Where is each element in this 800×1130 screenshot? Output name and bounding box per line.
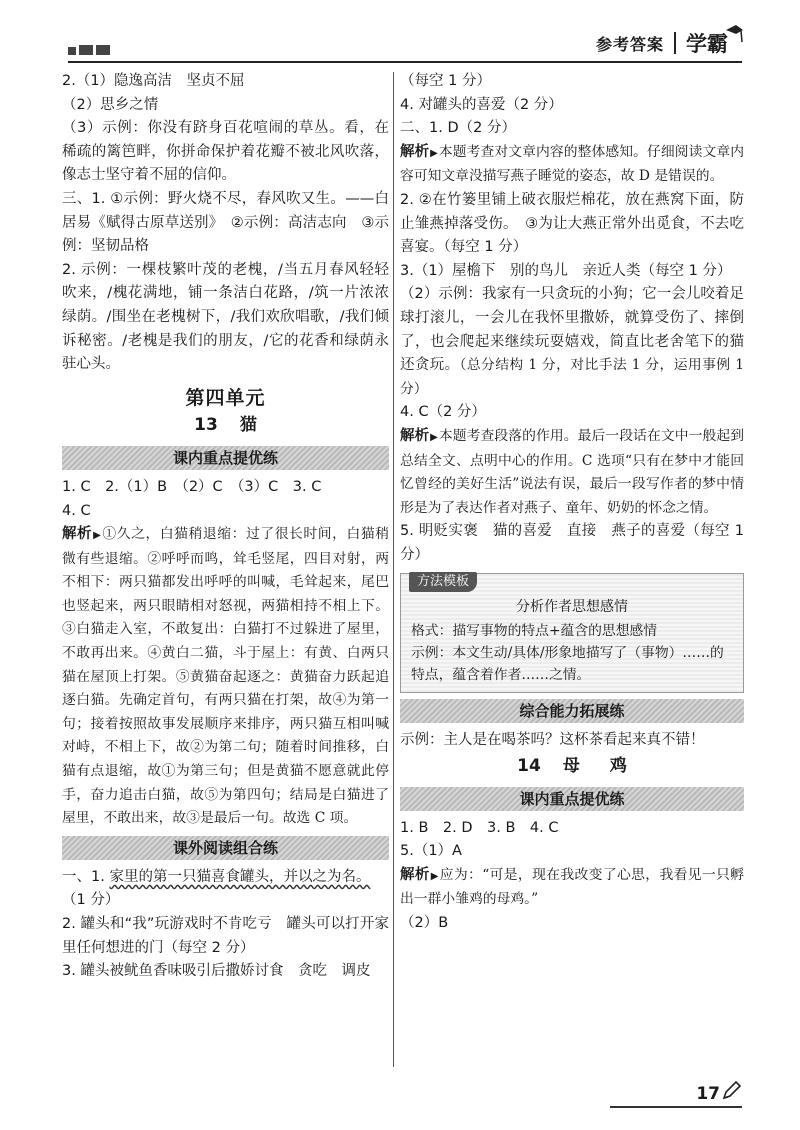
graduation-cap-icon	[724, 22, 744, 46]
page-number: 17	[696, 1084, 720, 1104]
answer-line: 5.（1）A	[400, 843, 462, 860]
left-column	[62, 70, 389, 984]
answer-text: （2）示例：我家有一只贪玩的小狗；它一会儿咬着足球打滚儿，一会儿在我怀里撒娇，就算受伤了、摔倒了，也会爬起来继续玩耍嬉戏，简直比老舍笔下的猫还贪玩。	[400, 286, 744, 374]
analysis-label: 解析▶	[400, 866, 439, 883]
answer-line: （3）示例：你没有跻身百花喧闹的草丛。看，在稀疏的篱笆畔，你拼命保护着花瓣不被北风吹落，像志士坚守着不屈的信仰。	[62, 120, 389, 184]
section-banner	[62, 446, 389, 470]
header-decoration	[68, 45, 110, 55]
answer-line: 3. 罐头被鱿鱼香味吸引后撒娇讨食 贪吃 调皮	[62, 963, 371, 980]
scoring-note: （总分结构 1 分，对比手法 1 分，运用事例 1 分）	[400, 357, 744, 397]
answer-line: 3.（1）屋檐下 别的鸟儿 亲近人类（每空 1 分）	[400, 262, 732, 279]
method-format: 格式：描写事物的特点+蕴含的思想感情	[411, 623, 658, 640]
analysis-block	[62, 523, 389, 831]
answers-label: 参考答案	[595, 34, 664, 54]
answer-line: （1 分）	[62, 892, 120, 909]
lesson-name: 猫	[239, 415, 257, 436]
triangle-icon: ▶	[430, 431, 438, 443]
lesson-number: 14	[517, 756, 541, 777]
triangle-icon: ▶	[430, 147, 438, 159]
section-title: 综合能力拓展练	[519, 702, 625, 721]
header-separator	[674, 32, 676, 54]
method-title: 分析作者思想感情	[516, 599, 628, 616]
answer-line: 2.（1）隐逸高洁 坚贞不屈	[62, 73, 245, 89]
answer-line: 5. 明贬实褒 猫的喜爱 直接 燕子的喜爱（每空 1 分）	[400, 523, 744, 563]
analysis-block	[400, 425, 744, 520]
answer-line: 二、1. D（2 分）	[400, 120, 516, 137]
pencil-icon	[720, 1080, 742, 1102]
analysis-text: ①久之，白猫稍退缩：过了很长时间，白猫稍微有些退缩。②呼呼而鸣，耸毛竖尾，四目对射，两不相下：两只猫都发出呼呼的叫喊，毛耸起来，尾巴也竖起来，两只眼睛相对怒视，两猫相持不相上下。③白猫走入室，不敢复出：白猫打不过躲进了屋里，不敢再出来。④黄白二猫，斗于屋上：有黄、白两只猫在屋顶上打架。⑤黄猫奋起逐之：黄猫奋力跃起追逐白猫。先确定首句，有两只猫在打架，故④为第一句；接着按照故事发展顺序来排序，两只猫互相叫喊对峙，不相上下，故②为第二句；随着时间推移，白猫有点退缩，故①为第三句；但是黄猫不愿意就此停手，奋力追击白猫，故⑤为第四句；结局是白猫进了屋里，不敢出来，故③是最后一句。故选 C 项。	[62, 526, 390, 827]
right-column	[400, 70, 744, 936]
section-banner	[400, 699, 744, 723]
method-example: 示例：本文生动/具体/形象地描写了（事物）……的特点，蕴含着作者……之情。	[411, 645, 724, 684]
answer-line: 1. B 2. D 3. B 4. C	[400, 819, 559, 836]
section-banner	[62, 836, 389, 860]
answer-line: 三、1. ①示例：野火烧不尽，春风吹又生。——白居易《赋得古原草送别》 ②示例：高洁志向 ③示例：坚韧品格	[62, 190, 389, 255]
answer-line	[400, 283, 744, 401]
header-rule	[68, 61, 742, 63]
wavy-underlined-answer: 家里的第一只猫喜食罐头，并以之为名。	[109, 868, 371, 885]
answer-line: 4. C（2 分）	[400, 404, 486, 421]
triangle-icon: ▶	[430, 870, 439, 882]
triangle-icon: ▶	[93, 530, 102, 542]
analysis-text: 应为：“可是，现在我改变了心思，我看见一只孵出一群小雏鸡的母鸡。”	[400, 866, 744, 908]
answer-line: 2. ②在竹篓里铺上破衣服烂棉花，放在燕窝下面，防止雏燕掉落受伤。 ③为让大燕正常外出觅食，不去吃喜宴。（每空 1 分）	[400, 191, 744, 256]
analysis-label: 解析▶	[400, 427, 438, 444]
analysis-block	[400, 141, 744, 189]
lesson-title	[62, 414, 389, 438]
answer-line: 4. C	[62, 502, 91, 519]
answer-line: （2）B	[400, 915, 449, 932]
page-header	[0, 0, 800, 62]
answer-line: 1. C 2.（1）B （2）C （3）C 3. C	[62, 478, 322, 495]
footer-rule	[610, 1106, 742, 1108]
method-template-box	[400, 573, 744, 693]
analysis-block	[400, 864, 744, 912]
answer-line: 2. 示例：一棵枝繁叶茂的老槐，/当五月春风轻轻吹来，/槐花满地，铺一条洁白花路，/筑一片浓浓绿荫。/围坐在老槐树下，/我们欢欣唱歌，/我们倾诉秘密。/老槐是我们的朋友，/它的花香和绿荫永驻心头。	[62, 261, 389, 373]
lesson-name-part: 鸡	[609, 756, 627, 777]
answer-line	[62, 866, 389, 890]
answer-prefix: 一、1.	[62, 868, 110, 885]
section-title: 课外阅读组合练	[172, 838, 278, 857]
answer-line: 2. 罐头和“我”玩游戏时不肯吃亏 罐头可以打开家里任何想进的门（每空 2 分）	[62, 916, 389, 956]
answer-line: 示例：主人是在喝茶吗？这杯茶看起来真不错！	[400, 732, 705, 749]
section-banner	[400, 787, 744, 811]
method-tag: 方法模板	[409, 572, 477, 592]
analysis-label: 解析▶	[400, 143, 438, 160]
analysis-text: 本题考查段落的作用。最后一段话在文中一般起到总结全文、点明中心的作用。C 选项“只有在梦中才能回忆曾经的美好生活”说法有误，最后一段写作者的梦中情形是为了表达作者对燕子、童年、奶奶的怀念之情。	[400, 427, 744, 516]
section-title: 课内重点提优练	[172, 448, 278, 467]
column-divider	[393, 72, 394, 1067]
header-right	[596, 28, 728, 58]
lesson-name-part: 母	[562, 756, 580, 777]
unit-title: 第四单元	[185, 386, 266, 409]
analysis-label: 解析▶	[62, 526, 102, 543]
answer-line: （每空 1 分）	[400, 73, 491, 89]
section-title: 课内重点提优练	[519, 789, 625, 808]
answer-line: 4. 对罐头的喜爱（2 分）	[400, 96, 563, 113]
analysis-text: 本题考查对文章内容的整体感知。仔细阅读文章内容可知文章没描写燕子睡觉的姿态，故 D 是错误的。	[400, 143, 744, 185]
lesson-title	[400, 755, 744, 779]
brand-logo: 学霸	[686, 31, 728, 56]
lesson-number: 13	[194, 415, 218, 436]
answer-line: （2）思乡之情	[62, 96, 159, 113]
